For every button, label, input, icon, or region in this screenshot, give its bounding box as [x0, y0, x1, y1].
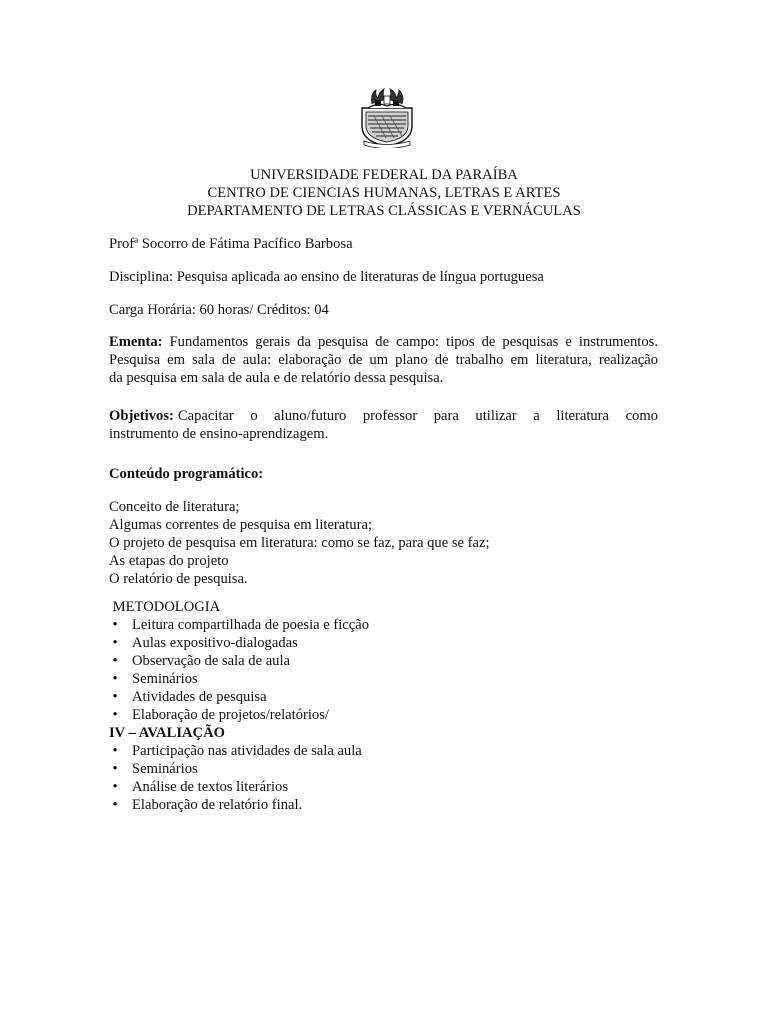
list-item: • Aulas expositivo-dialogadas: [109, 634, 658, 652]
bullet-icon: •: [112, 635, 118, 651]
university-seal-logo: [356, 86, 418, 148]
list-item: O projeto de pesquisa em literatura: como se faz, para que se faz;: [109, 535, 490, 551]
workload-line: Carga Horária: 60 horas/ Créditos: 04: [109, 302, 329, 318]
list-item: • Atividades de pesquisa: [109, 688, 658, 706]
document-header: [0, 166, 768, 220]
bullet-icon: •: [112, 797, 118, 813]
ementa-line-1: [109, 333, 658, 351]
list-item: Algumas correntes de pesquisa em literatura;: [109, 517, 373, 533]
objetivos-line-1: [109, 407, 658, 425]
objetivos-text-1: Capacitar o aluno/futuro professor para utilizar a literatura como: [177, 408, 658, 424]
list-item: • Análise de textos literários: [109, 778, 658, 796]
ementa-label: Ementa:: [109, 334, 163, 350]
avaliacao-heading: IV – AVALIAÇÃO: [109, 725, 225, 741]
ementa-text-1: Fundamentos gerais da pesquisa de campo: tipos de pesquisas e instrumentos.: [162, 334, 658, 350]
list-item: • Elaboração de projetos/relatórios/: [109, 706, 658, 724]
center-name: CENTRO DE CIENCIAS HUMANAS, LETRAS E ARTES: [207, 185, 561, 201]
bullet-icon: •: [112, 617, 118, 633]
department-name: DEPARTAMENTO DE LETRAS CLÁSSICAS E VERNÁCULAS: [187, 203, 581, 219]
bullet-icon: •: [112, 743, 118, 759]
list-item: • Participação nas atividades de sala aula: [109, 742, 658, 760]
bullet-icon: •: [112, 671, 118, 687]
bullet-icon: •: [112, 707, 118, 723]
ementa-text-3: da pesquisa em sala de aula e de relatório dessa pesquisa.: [109, 370, 444, 386]
list-item: O relatório de pesquisa.: [109, 571, 248, 587]
ementa-section: [109, 333, 658, 387]
objetivos-text-2: instrumento de ensino-aprendizagem.: [109, 426, 329, 442]
university-name: UNIVERSIDADE FEDERAL DA PARAÍBA: [250, 167, 518, 183]
list-item: As etapas do projeto: [109, 553, 229, 569]
conteudo-heading: Conteúdo programático:: [109, 466, 264, 482]
avaliacao-list: [109, 742, 658, 814]
objetivos-label: Objetivos:: [109, 408, 174, 424]
bullet-icon: •: [112, 653, 118, 669]
objetivos-section: [109, 407, 658, 443]
list-item: Conceito de literatura;: [109, 499, 240, 515]
bullet-icon: •: [112, 779, 118, 795]
list-item: • Seminários: [109, 670, 658, 688]
metodologia-heading: METODOLOGIA: [109, 599, 221, 615]
list-item: • Leitura compartilhada de poesia e ficção: [109, 616, 658, 634]
conteudo-list: [109, 498, 658, 588]
ementa-text-2: Pesquisa em sala de aula: elaboração de um plano de trabalho em literatura, realização: [109, 352, 658, 368]
list-item: • Elaboração de relatório final.: [109, 796, 658, 814]
bullet-icon: •: [112, 689, 118, 705]
list-item: • Observação de sala de aula: [109, 652, 658, 670]
metodologia-list: [109, 616, 658, 724]
list-item: • Seminários: [109, 760, 658, 778]
bullet-icon: •: [112, 761, 118, 777]
discipline-line: Disciplina: Pesquisa aplicada ao ensino de literaturas de língua portuguesa: [109, 269, 544, 285]
professor-name: Profª Socorro de Fátima Pacífico Barbosa: [109, 236, 353, 252]
